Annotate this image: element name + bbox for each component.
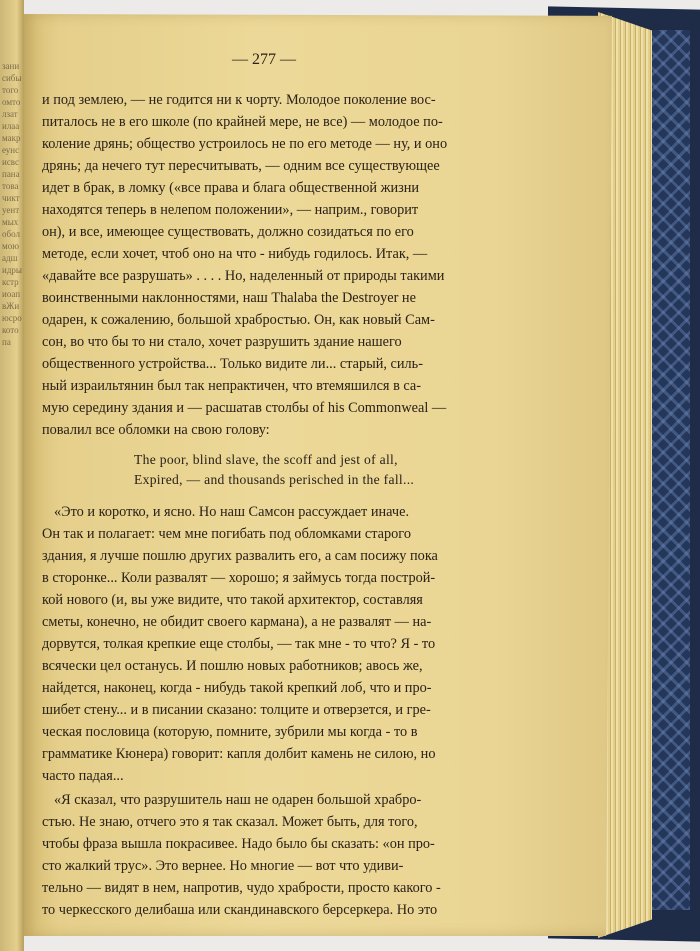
text-line: чтобы фраза вышла покрасивее. Надо было бы сказать: «он про- bbox=[42, 836, 435, 852]
text-line: мую середину здания и — расшатав столбы of his Commonweal — bbox=[42, 400, 447, 416]
text-line: одарен, к сожалению, большой храбростью. Он, как новый Сам- bbox=[42, 312, 435, 328]
text-line: найдется, наконец, когда - нибудь такой крепкий лоб, что и про- bbox=[42, 680, 432, 696]
text-line: воинственными наклонностями, наш Thalaba the Destroyer не bbox=[42, 290, 416, 306]
text-line: и под землею, — не годится ни к чорту. Молодое поколение вос- bbox=[42, 92, 436, 108]
text-line: идет в брак, в ломку («все права и блага общественной жизни bbox=[42, 180, 420, 196]
verse-line: The poor, blind slave, the scoff and jest of all, bbox=[134, 452, 398, 467]
text-line: сто жалкий трус». Это вернее. Но многие — вот что удиви- bbox=[42, 858, 404, 874]
text-line: дорвутся, толкая крепкие еще столбы, — так мне - то что? Я - то bbox=[42, 636, 436, 652]
text-line: часто падая... bbox=[42, 768, 124, 784]
page-number: — 277 — bbox=[232, 51, 296, 68]
cover-pattern bbox=[652, 30, 690, 910]
text-line: ческая пословица (которую, помните, зубрили мы когда - то в bbox=[42, 724, 418, 740]
text-line: он), и все, имеющее существовать, должно созидаться по его bbox=[42, 224, 414, 240]
text-line: сон, во что бы то ни стало, хочет разрушить здание нашего bbox=[42, 334, 402, 350]
text-line: коление дрянь; общество устроилось не по его методе — ну, и оно bbox=[42, 136, 448, 152]
text-line: то черкесского делибаша или скандинавского берсеркера. Но это bbox=[42, 902, 438, 918]
text-line: находятся теперь в нелепом положении», — наприм., говорит bbox=[42, 202, 419, 218]
text-line: повалил все обломки на свою голову: bbox=[42, 422, 270, 438]
left-page-edge bbox=[0, 0, 24, 951]
left-page-text-fragment: занисибытогоомтолзатилаамакреунсисвспанатовачиктуентмыхоболмоюадшидрыкстриоапвЖиюсрокотопа bbox=[2, 61, 22, 347]
text-line: здания, я лучше пошлю других развалить его, а сам посижу пока bbox=[42, 548, 438, 564]
text-line: питалось не в его школе (по крайней мере, не все) — молодое по- bbox=[42, 114, 443, 130]
text-line: «Это и коротко, и ясно. Но наш Самсон рассуждает иначе. bbox=[54, 504, 410, 520]
text-line: кой нового (и, вы уже видите, что такой архитектор, составляя bbox=[42, 592, 423, 608]
text-line: грамматике Кюнера) говорит: капля долбит камень не силою, но bbox=[42, 746, 436, 762]
text-line: ный израильтянин был так непрактичен, что втемяшился в са- bbox=[42, 378, 422, 394]
text-line: сметы, конечно, не обидит своего кармана), а не развалят — на- bbox=[42, 614, 432, 630]
text-line: общественного устройства... Только видите ли... старый, силь- bbox=[42, 356, 423, 372]
text-line: всячески цел останусь. И пошлю новых работников; авось же, bbox=[42, 658, 423, 674]
text-line: «Я сказал, что разрушитель наш не одарен большой храбро- bbox=[54, 792, 422, 808]
text-line: стью. Не знаю, отчего это я так сказал. Может быть, для того, bbox=[42, 814, 418, 830]
text-line: Он так и полагает: чем мне погибать под обломками старого bbox=[42, 526, 411, 542]
text-line: тельно — видят в нем, напротив, чудо храбрости, просто какого - bbox=[42, 880, 441, 896]
text-line: методе, если хочет, чтоб оно на что - нибудь годилось. Итак, — bbox=[42, 246, 428, 262]
text-line: «давайте все разрушать» . . . . Но, наделенный от природы такими bbox=[42, 268, 445, 284]
verse-line: Expired, — and thousands perisched in the fall... bbox=[134, 472, 415, 487]
text-line: в сторонке... Коли развалят — хорошо; я займусь тогда построй- bbox=[42, 570, 436, 586]
text-line: шибет стену... и в писании сказано: толците и отверзется, и гре- bbox=[42, 702, 431, 718]
text-line: дрянь; да нечего тут пересчитывать, — одним все существующее bbox=[42, 158, 440, 174]
